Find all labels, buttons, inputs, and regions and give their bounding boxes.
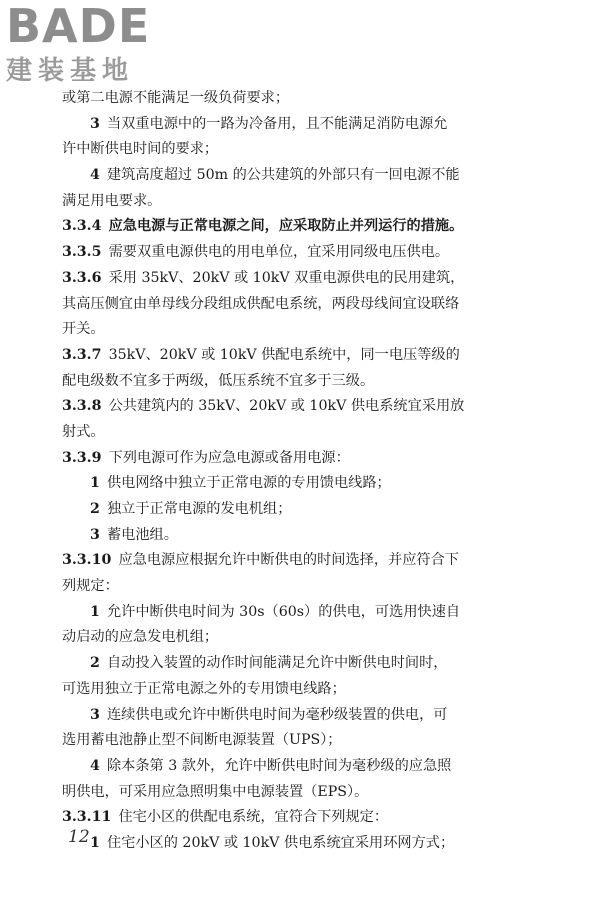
text-line <box>62 471 522 495</box>
line-text: 住宅小区的供配电系统，宜符合下列规定： <box>118 809 389 826</box>
line-text: 选用蓄电池静止型不间断电源装置（UPS）； <box>62 732 342 749</box>
line-text: 除本条第 3 款外，允许中断供电时间为毫秒级的应急照 <box>106 757 452 774</box>
clause-number: 4 <box>90 757 100 774</box>
text-line <box>62 446 522 470</box>
text-line <box>62 292 522 316</box>
text-line <box>62 497 522 521</box>
text-line <box>62 677 522 701</box>
clause-number: 3.3.10 <box>62 552 112 569</box>
line-text: 配电级数不宜多于两级，低压系统不宜多于三级。 <box>62 372 375 389</box>
line-text: 下列电源可作为应急电源或备用电源： <box>108 449 350 466</box>
clause-number: 3.3.8 <box>62 398 102 415</box>
text-line <box>62 703 522 727</box>
text-line <box>62 420 522 444</box>
text-line <box>62 805 522 829</box>
line-text: 住宅小区的 20kV 或 10kV 供电系统宜采用环网方式； <box>106 834 455 851</box>
bade-logo <box>2 0 202 100</box>
text-line <box>62 214 522 238</box>
logo-latin-text: BADE <box>6 0 151 53</box>
line-text: 应急电源与正常电源之间，应采取防止并列运行的措施。 <box>108 218 464 235</box>
clause-number: 3.3.7 <box>62 346 102 363</box>
line-text: 需要双重电源供电的用电单位，宜采用同级电压供电。 <box>108 244 450 261</box>
text-line <box>62 831 522 855</box>
line-text: 独立于正常电源的发电机组； <box>106 501 292 517</box>
text-line <box>62 574 522 598</box>
document-body <box>62 86 522 857</box>
clause-number: 1 <box>90 603 100 620</box>
line-text: 动启动的应急发电机组； <box>62 629 219 646</box>
text-line <box>62 343 522 367</box>
text-line <box>62 625 522 649</box>
line-text: 应急电源应根据允许中断供电的时间选择，并应符合下 <box>118 552 459 569</box>
line-text: 自动投入装置的动作时间能满足允许中断供电时间时， <box>106 655 448 672</box>
text-line <box>62 240 522 264</box>
line-text: 列规定： <box>62 578 119 595</box>
clause-number: 3.3.4 <box>62 218 102 235</box>
line-text: 或第二电源不能满足一级负荷要求； <box>62 90 290 106</box>
clause-number: 3 <box>90 526 100 543</box>
line-text: 供电网络中独立于正常电源的专用馈电线路； <box>106 475 391 492</box>
logo-chinese-text: 建装基地 <box>6 56 135 86</box>
text-line <box>62 651 522 675</box>
line-text: 35kV、20kV 或 10kV 供配电系统中，同一电压等级的 <box>108 346 460 363</box>
text-line <box>62 86 522 110</box>
text-line <box>62 523 522 547</box>
line-text: 蓄电池组。 <box>106 526 178 543</box>
clause-number: 3 <box>90 706 100 723</box>
line-text: 开关。 <box>62 321 105 338</box>
line-text: 采用 35kV、20kV 或 10kV 双重电源供电的民用建筑， <box>108 269 465 286</box>
text-line <box>62 600 522 624</box>
page-number: 12 <box>68 827 90 847</box>
text-line <box>62 112 522 136</box>
text-line <box>62 189 522 213</box>
clause-number: 1 <box>90 834 100 851</box>
line-text: 连续供电或允许中断供电时间为毫秒级装置的供电，可 <box>106 706 448 723</box>
line-text: 建筑高度超过 50m 的公共建筑的外部只有一回电源不能 <box>106 167 460 184</box>
clause-number: 3 <box>90 115 100 132</box>
line-text: 允许中断供电时间为 30s（60s）的供电，可选用快速自 <box>106 603 461 620</box>
text-line <box>62 369 522 393</box>
text-line <box>62 548 522 572</box>
line-text: 可选用独立于正常电源之外的专用馈电线路； <box>62 680 346 697</box>
clause-number: 3.3.5 <box>62 244 102 261</box>
text-line <box>62 754 522 778</box>
line-text: 其高压侧宜由单母线分段组成供配电系统，两段母线间宜设联络 <box>62 295 460 312</box>
clause-number: 2 <box>90 655 100 672</box>
line-text: 射式。 <box>62 423 105 440</box>
text-line <box>62 728 522 752</box>
text-line <box>62 317 522 341</box>
clause-number: 4 <box>90 167 100 184</box>
text-line <box>62 780 522 804</box>
text-line <box>62 137 522 161</box>
line-text: 明供电，可采用应急照明集中电源装置（EPS）。 <box>62 783 369 800</box>
text-line <box>62 394 522 418</box>
clause-number: 3.3.9 <box>62 449 102 466</box>
clause-number: 2 <box>90 501 100 517</box>
line-text: 当双重电源中的一路为冷备用，且不能满足消防电源允 <box>106 115 448 132</box>
line-text: 公共建筑内的 35kV、20kV 或 10kV 供电系统宜采用放 <box>108 398 465 415</box>
line-text: 满足用电要求。 <box>62 192 162 209</box>
text-line <box>62 163 522 187</box>
text-line <box>62 266 522 290</box>
clause-number: 3.3.6 <box>62 269 102 286</box>
clause-number: 1 <box>90 475 100 492</box>
clause-number: 3.3.11 <box>62 809 112 826</box>
line-text: 许中断供电时间的要求； <box>62 141 219 158</box>
